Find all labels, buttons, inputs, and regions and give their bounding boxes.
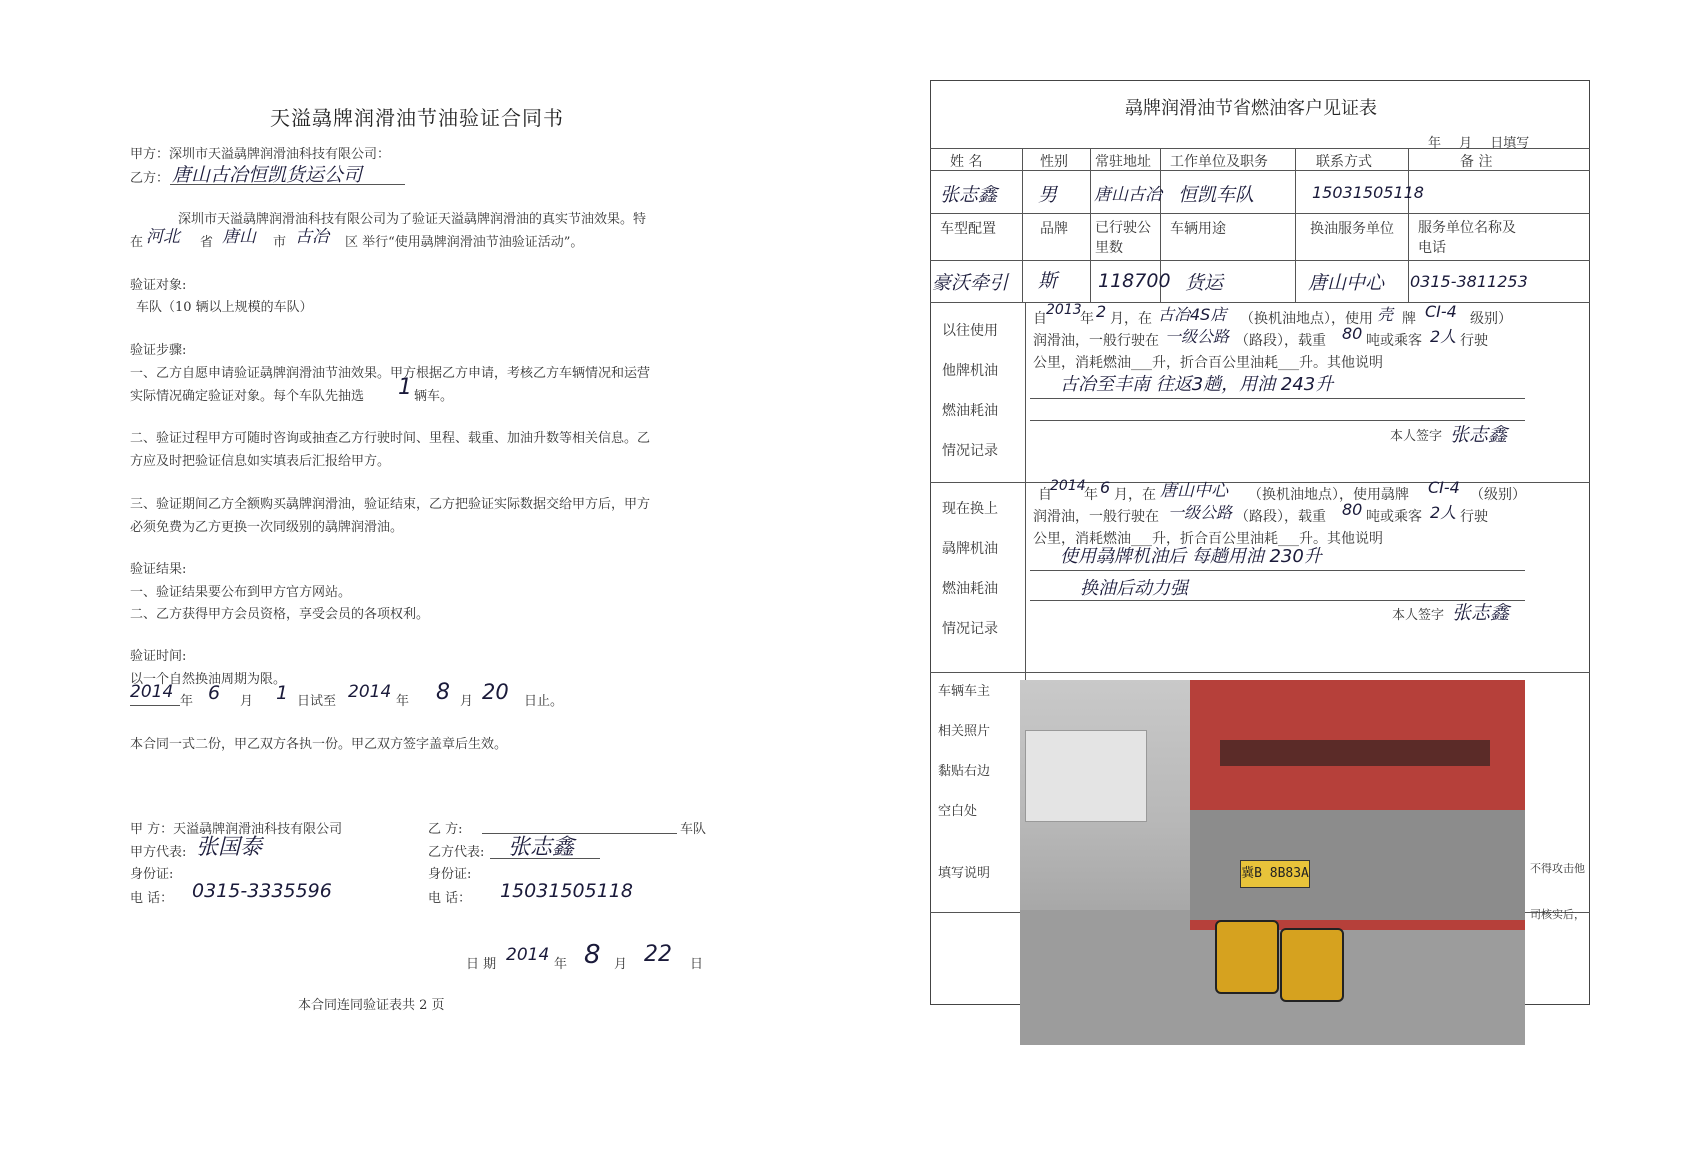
cur-l1-a: 自 [1038,487,1052,503]
sig-b-tel-hw: 15031505118 [500,880,633,902]
contract-page [0,0,820,1169]
cur-l1-e: （级别） [1470,487,1526,503]
value-gender-hw: 男 [1038,184,1058,206]
photo-label-1: 车辆车主 [938,684,991,699]
cur-l3: 公里，消耗燃油___升，折合百公里油耗___升。其他说明 [1033,531,1383,547]
date-ri: 日 [690,957,704,972]
prev-l2-a: 润滑油，一般行驶在 [1033,333,1159,349]
prev-brand-hw: 壳 [1377,305,1394,324]
time-day1-hw: 1 [276,682,289,704]
prev-l2-b: （路段），载重 [1235,333,1326,349]
step1-count-hw: 1 [398,375,412,400]
step3-line-a: 三、验证期间乙方全额购买骉牌润滑油，验证结束，乙方把验证实际数据交给甲方后，甲方 [130,497,651,512]
cur-pass-hw: 2人 [1430,503,1457,522]
cur-label-2: 骉牌机油 [942,541,998,557]
form-date-fill: 年 月 日填写 [1428,136,1530,151]
grid-line [930,672,1590,673]
fill-fragment-1: 不得攻击他 [1530,862,1585,875]
date-nian: 年 [554,957,568,972]
cur-l2-a: 润滑油，一般行驶在 [1033,509,1159,525]
value-contact-hw: 15031505118 [1312,183,1424,202]
header-gender: 性别 [1040,154,1068,170]
grid-line [1408,148,1409,302]
time-month2-hw: 8 [436,680,450,705]
sig-a-tel-label: 电 话： [130,891,174,906]
header-usage: 车辆用途 [1170,221,1226,237]
prev-l1-f: 级别） [1470,311,1512,327]
result-item-2: 二、乙方获得甲方会员资格，享受会员的各项权利。 [130,607,430,622]
target-text: 车队（10 辆以上规模的车队） [136,300,313,315]
sig-a-tel-hw: 0315-3335596 [192,880,332,902]
date-month-hw: 8 [584,940,601,970]
prev-label-4: 情况记录 [942,443,998,459]
time-mid: 日试至 [297,694,337,709]
prev-l1-a: 自 [1033,311,1047,327]
grid-line [930,260,1590,261]
header-work: 工作单位及职务 [1170,154,1268,170]
value-service-tel-hw: 0315-3811253 [1410,272,1528,291]
party-b-handwriting: 唐山古冶恒凯货运公司 [172,164,363,186]
copies-note: 本合同一式二份，甲乙双方各执一份。甲乙双方签字盖章后生效。 [130,737,508,752]
cur-l2-b: （路段），载重 [1235,509,1326,525]
grid-line [1022,148,1023,302]
date-yue: 月 [614,957,628,972]
step2-line-a: 二、验证过程甲方可随时咨询或抽查乙方行驶时间、里程、载重、加油升数等相关信息。乙 [130,431,651,446]
time-underline [130,705,180,706]
cur-l1-b: 年 [1084,487,1098,503]
header-address: 常驻地址 [1095,154,1151,170]
intro-line-2d: 区 举行“使用骉牌润滑油节油验证活动”。 [345,235,584,250]
prev-label-3: 燃油耗油 [942,403,998,419]
cur-l1-c: 月，在 [1114,487,1156,503]
header-mileage: 已行驶公里数 [1095,220,1151,256]
grid-line [930,302,1590,303]
photo-label-4: 空白处 [938,804,978,819]
date-label: 日 期 [466,957,497,972]
photo-label-3: 黏贴右边 [938,764,991,779]
sig-b-fleet: 车队 [680,822,707,837]
note-line [1030,600,1525,601]
prev-l2-d: 行驶 [1460,333,1488,349]
prev-load-hw: 80 [1342,324,1363,343]
truck-photo [1020,680,1525,1045]
contract-footer: 本合同连同验证表共 2 页 [298,998,445,1013]
header-contact: 联系方式 [1316,154,1372,170]
value-usage-hw: 货运 [1185,272,1224,294]
value-brand-hw: 斯 [1038,270,1058,292]
prev-month-hw: 2 [1096,302,1107,321]
prev-pass-hw: 2人 [1430,327,1457,346]
value-service-hw: 唐山中心 [1308,272,1385,294]
header-model: 车型配置 [940,221,996,237]
time-year1-hw: 2014 [130,682,174,702]
time-yue1: 月 [240,694,254,709]
photo-label-2: 相关照片 [938,724,991,739]
step1-line-b: 实际情况确定验证对象。每个车队先抽选 [130,389,365,404]
intro-line-2c: 市 [273,235,287,250]
form-title: 骉牌润滑油节省燃油客户见证表 [1125,98,1377,119]
photo-oil-bucket-2 [1280,928,1344,1002]
time-nian2: 年 [396,694,410,709]
step2-line-b: 方应及时把验证信息如实填表后汇报给甲方。 [130,454,391,469]
target-heading: 验证对象: [130,278,187,293]
prev-l3: 公里，消耗燃油___升，折合百公里油耗___升。其他说明 [1033,355,1383,371]
result-heading: 验证结果: [130,562,187,577]
prev-year-hw: 2013 [1046,302,1082,318]
prev-l1-b: 年 [1080,311,1094,327]
cur-l2-c: 吨或乘客 [1366,509,1422,525]
fill-fragment-2: 司核实后， [1530,908,1585,921]
prev-l2-c: 吨或乘客 [1366,333,1422,349]
cur-year-hw: 2014 [1050,478,1086,494]
steps-heading: 验证步骤: [130,343,187,358]
cur-grade-hw: CI-4 [1428,478,1460,497]
intro-province-hw: 河北 [146,227,180,247]
cur-road-hw: 一级公路 [1168,503,1233,522]
value-model-hw: 豪沃牵引 [932,272,1009,294]
header-note: 备 注 [1460,154,1493,170]
cur-label-3: 燃油耗油 [942,581,998,597]
photo-truck-grille [1220,740,1490,766]
sig-b-label: 乙 方: [428,822,463,837]
contract-title: 天溢骉牌润滑油节油验证合同书 [270,106,564,130]
cur-l2-d: 行驶 [1460,509,1488,525]
date-day-hw: 22 [644,942,672,967]
value-address-hw: 唐山古冶 [1094,185,1162,205]
cur-month-hw: 6 [1100,478,1111,497]
grid-line [930,148,1590,149]
value-mileage-hw: 118700 [1098,270,1171,292]
grid-line [1090,148,1091,302]
grid-line [930,482,1590,483]
cur-note-hw-1: 使用骉牌机油后 每趟用油 230升 [1060,546,1322,567]
step3-line-b: 必须免费为乙方更换一次同级别的骉牌润滑油。 [130,520,404,535]
step1-line-a: 一、乙方自愿申请验证骉牌润滑油节油效果。甲方根据乙方申请，考核乙方车辆情况和运营 [130,366,651,381]
cur-load-hw: 80 [1342,500,1363,519]
sig-b-rep-signature: 张志鑫 [508,835,575,860]
step1-line-c: 辆车。 [414,389,454,404]
cur-label-4: 情况记录 [942,621,998,637]
header-name: 姓 名 [950,154,983,170]
cur-sign-label: 本人签字 [1392,608,1445,623]
header-service: 换油服务单位 [1310,221,1394,237]
value-work-hw: 恒凯车队 [1178,184,1255,206]
sig-a-rep-label: 甲方代表: [130,845,187,860]
note-line [1030,570,1525,571]
photo-background-van [1025,730,1147,822]
time-heading: 验证时间: [130,649,187,664]
sig-a-company: 甲 方：天溢骉牌润滑油科技有限公司 [130,822,343,837]
cur-label-1: 现在换上 [942,501,998,517]
prev-sign-hw: 张志鑫 [1450,424,1508,446]
time-month1-hw: 6 [208,682,221,704]
intro-city-hw: 唐山 [222,227,256,247]
sig-b-tel-label: 电 话： [428,891,472,906]
prev-note-hw: 古冶至丰南 往返3趟，用油 243升 [1060,374,1334,395]
intro-line-2a: 在 [130,235,144,250]
result-item-1: 一、验证结果要公布到甲方官方网站。 [130,585,352,600]
intro-line-1: 深圳市天溢骉牌润滑油科技有限公司为了验证天溢骉牌润滑油的真实节油效果。特 [178,212,647,227]
sig-b-rep-underline [490,858,600,859]
sig-a-rep-signature: 张国泰 [196,835,263,860]
prev-grade-hw: CI-4 [1425,302,1457,321]
time-day2-hw: 20 [482,680,509,704]
time-yue2: 月 [460,694,474,709]
fill-instructions-label: 填写说明 [938,866,991,881]
testimonial-form [930,80,1595,1025]
intro-district-hw: 古冶 [295,227,329,247]
prev-label-2: 他牌机油 [942,363,998,379]
header-brand: 品牌 [1040,221,1068,237]
note-line [1030,398,1525,399]
header-service-info: 服务单位名称及电话 [1418,220,1516,256]
grid-line [1295,148,1296,302]
cur-sign-hw: 张志鑫 [1452,602,1510,624]
sig-b-id-label: 身份证: [428,867,472,882]
time-nian1: 年 [180,694,194,709]
intro-line-2b: 省 [200,235,214,250]
prev-road-hw: 一级公路 [1165,327,1230,346]
prev-l1-d: （换机油地点），使用 [1240,311,1373,327]
cur-place-hw: 唐山中心 [1160,481,1228,501]
grid-line [930,213,1590,214]
time-text: 以一个自然换油周期为限。 [130,672,287,687]
value-name-hw: 张志鑫 [940,184,998,206]
prev-place-hw: 古冶4S店 [1158,305,1227,324]
cur-note-hw-2: 换油后动力强 [1080,578,1188,599]
photo-oil-bucket-1 [1215,920,1279,994]
party-b-label: 乙方： [130,171,170,186]
sig-b-rep-label: 乙方代表: [428,845,485,860]
prev-l1-e: 牌 [1402,311,1416,327]
party-a-line: 甲方：深圳市天溢骉牌润滑油科技有限公司： [130,147,391,162]
date-year-hw: 2014 [506,945,550,965]
cur-l1-d: （换机油地点），使用骉牌 [1248,487,1409,503]
prev-sign-label: 本人签字 [1390,429,1443,444]
sig-a-id-label: 身份证: [130,867,174,882]
time-year2-hw: 2014 [348,682,392,702]
prev-l1-c: 月，在 [1110,311,1152,327]
prev-label-1: 以往使用 [942,323,998,339]
time-end: 日止。 [524,694,564,709]
party-b-underline [170,184,405,185]
photo-license-plate: 冀B 8B83A [1240,860,1310,888]
